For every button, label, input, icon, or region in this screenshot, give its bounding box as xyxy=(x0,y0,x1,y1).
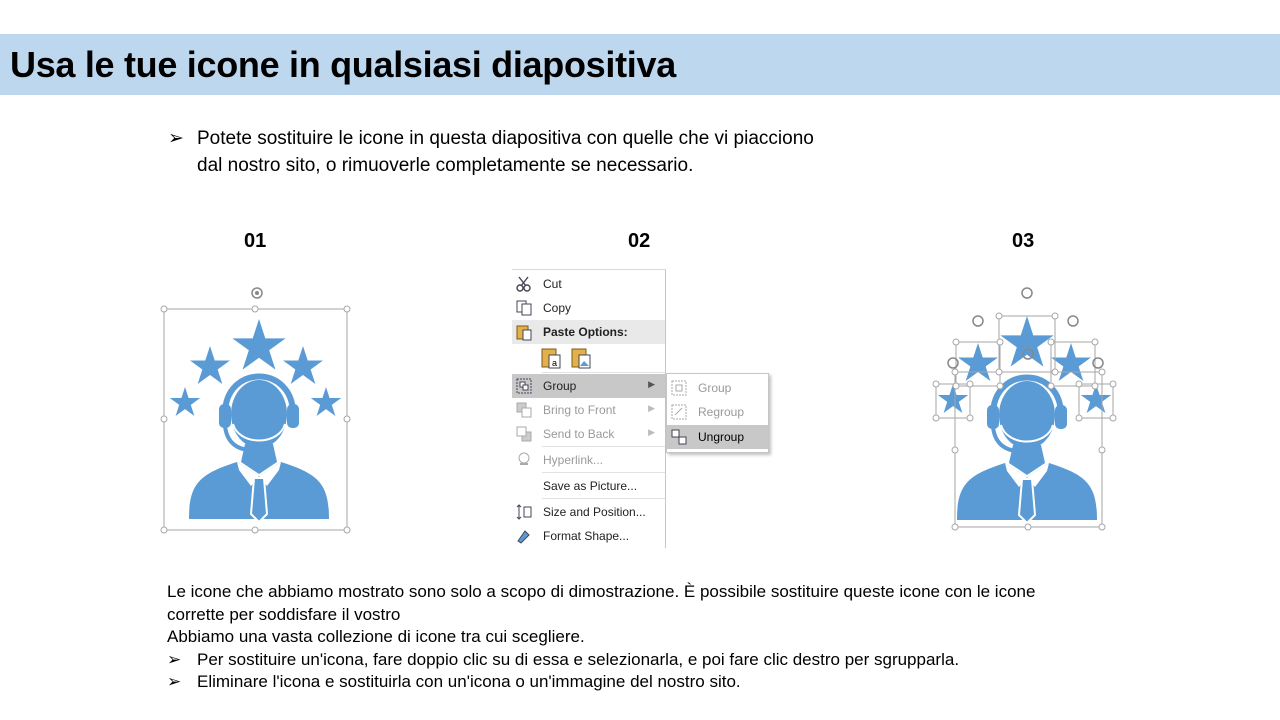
regroup-icon xyxy=(670,403,688,421)
submenu-item-group[interactable]: Group xyxy=(667,376,768,400)
paste-option-buttons xyxy=(512,344,665,374)
menu-item-group[interactable]: Group ▶ xyxy=(512,374,665,398)
context-menu xyxy=(512,269,666,548)
submenu-item-regroup[interactable]: Regroup xyxy=(667,400,768,424)
menu-item-size-and-position[interactable]: Size and Position... xyxy=(512,500,665,524)
bullet-arrow-icon: ➢ xyxy=(168,128,184,149)
send-to-back-icon xyxy=(515,425,533,443)
menu-item-save-as-picture[interactable]: Save as Picture... xyxy=(543,479,638,493)
icon-03-ungrouped[interactable] xyxy=(926,280,1126,540)
group-icon xyxy=(670,379,688,397)
step-label-01: 01 xyxy=(244,230,267,252)
bottom-bullet-2: ➢ Eliminare l'icona e sostituirla con un'icona o un'immagine del nostro sito. xyxy=(167,671,1177,694)
ungroup-icon xyxy=(670,428,688,446)
paste-keep-formatting-icon[interactable] xyxy=(540,346,562,370)
bottom-bullet-1: ➢ Per sostituire un'icona, fare doppio clic su di essa e selezionarla, e poi fare clic destro per sgrupparla. xyxy=(167,649,1177,672)
bottom-line-2: corrette per soddisfare il vostro xyxy=(167,604,401,624)
menu-item-copy[interactable]: Copy xyxy=(512,296,665,320)
scissors-icon xyxy=(515,275,533,293)
submenu-item-ungroup[interactable]: Ungroup xyxy=(667,425,768,449)
slide-title: Usa le tue icone in qualsiasi diapositiva xyxy=(10,44,676,85)
size-position-icon xyxy=(515,503,533,521)
paste-as-picture-icon[interactable] xyxy=(570,346,592,370)
intro-line-2: dal nostro sito, o rimuoverle completamente se necessario. xyxy=(197,155,694,176)
bullet-arrow-icon: ➢ xyxy=(167,649,182,669)
copy-icon xyxy=(515,299,533,317)
step-label-03: 03 xyxy=(1012,230,1035,252)
submenu-arrow-icon: ▶ xyxy=(648,427,655,437)
menu-item-bring-to-front[interactable]: Bring to Front ▶ xyxy=(512,398,665,422)
menu-item-format-shape[interactable]: Format Shape... xyxy=(512,524,665,548)
menu-item-paste-options: Paste Options: xyxy=(512,320,665,344)
intro-line-1: Potete sostituire le icone in questa diapositiva con quelle che vi piacciono xyxy=(197,128,814,149)
bottom-line-1: Le icone che abbiamo mostrato sono solo a scopo di dimostrazione. È possibile sostituire queste icone con le icone xyxy=(167,582,1036,601)
menu-item-send-to-back[interactable]: Send to Back ▶ xyxy=(512,422,665,446)
submenu-arrow-icon: ▶ xyxy=(648,403,655,413)
step-label-02: 02 xyxy=(628,230,651,252)
svg-text:a: a xyxy=(552,358,558,368)
paste-icon xyxy=(515,323,533,341)
bottom-text xyxy=(167,581,1177,694)
bullet-arrow-icon: ➢ xyxy=(167,672,182,691)
menu-item-hyperlink[interactable]: Hyperlink... xyxy=(512,448,665,472)
submenu-arrow-icon: ▶ xyxy=(648,379,655,389)
menu-item-cut[interactable]: Cut xyxy=(512,272,665,296)
hyperlink-icon xyxy=(515,451,533,469)
format-shape-icon xyxy=(515,527,533,545)
group-submenu xyxy=(666,373,769,453)
icon-01-selected[interactable] xyxy=(158,283,358,533)
bottom-line-3: Abbiamo una vasta collezione di icone tra cui scegliere. xyxy=(167,627,585,646)
intro-bullet xyxy=(168,125,888,179)
group-icon xyxy=(515,377,533,395)
bring-to-front-icon xyxy=(515,401,533,419)
rotate-handle-icon xyxy=(252,288,262,298)
